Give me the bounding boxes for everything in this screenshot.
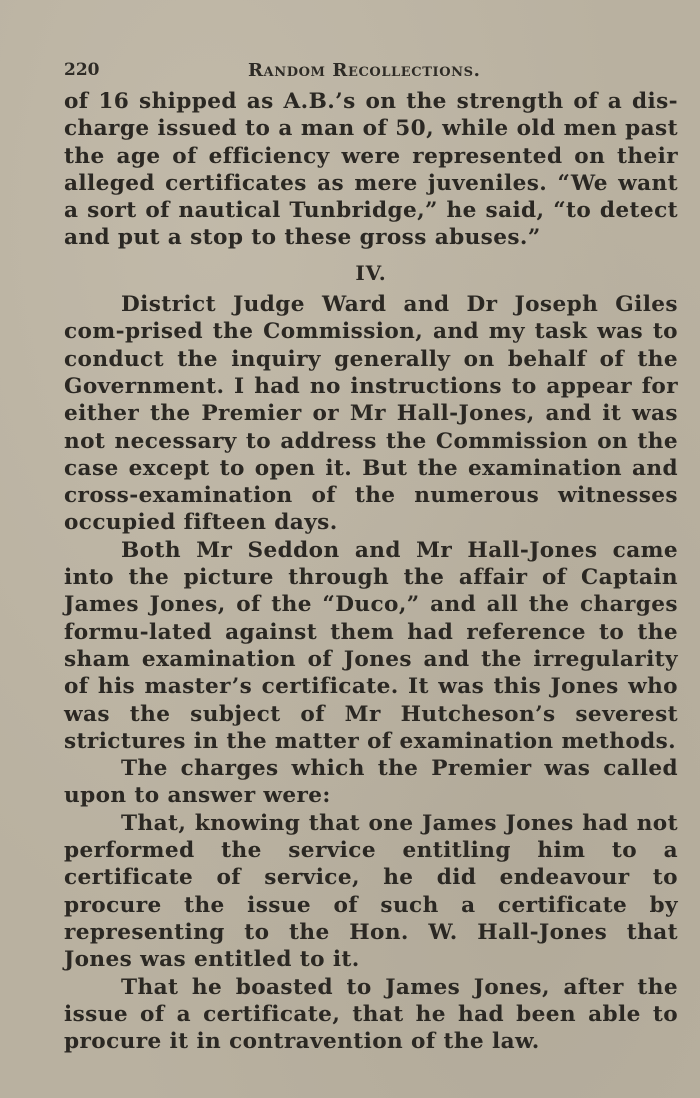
paragraph-5: That, knowing that one James Jones had not performed the service entitling him to a certificate of service, he did endeavour to procure the issue of such a certificate by representing to the Hon. W. Hall-Jones that Jones was entitled to it. <box>64 810 678 973</box>
running-title: Random Recollections. <box>248 60 481 81</box>
paragraph-3: Both Mr Seddon and Mr Hall-Jones came into the picture through the affair of Captain James Jones, of the “Duco,” and all the charges formu-lated against them had reference to the sham examination of Jones and the irregularity of his master’s certificate. It was this Jones who was the subject of Mr Hutcheson’s severest strictures in the matter of examination methods. <box>64 537 678 754</box>
running-head <box>64 58 678 88</box>
paragraph-2: District Judge Ward and Dr Joseph Giles com-prised the Commission, and my task was to conduct the inquiry generally on behalf of the Government. I had no instructions to appear for either the Premier or Mr Hall-Jones, and it was not necessary to address the Commission on the case except to open it. But the examination and cross-examination of the numerous witnesses occupied fifteen days. <box>64 292 678 536</box>
paragraph-1: of 16 shipped as A.B.’s on the strength of a dis-charge issued to a man of 50, while old men past the age of efficiency were represented on their alleged certificates as mere juveniles. “We want a sort of nautical Tunbridge,” he said, “to detect and put a stop to these gross abuses.” <box>64 89 678 251</box>
paragraph-6: That he boasted to James Jones, after the issue of a certificate, that he had been able to procure it in contravention of the law. <box>64 974 678 1055</box>
page-number: 220 <box>64 60 100 80</box>
section-number: IV. <box>355 260 387 285</box>
paragraph-4: The charges which the Premier was called upon to answer were: <box>64 756 678 809</box>
book-page <box>64 58 678 1055</box>
body-text <box>64 88 678 1055</box>
